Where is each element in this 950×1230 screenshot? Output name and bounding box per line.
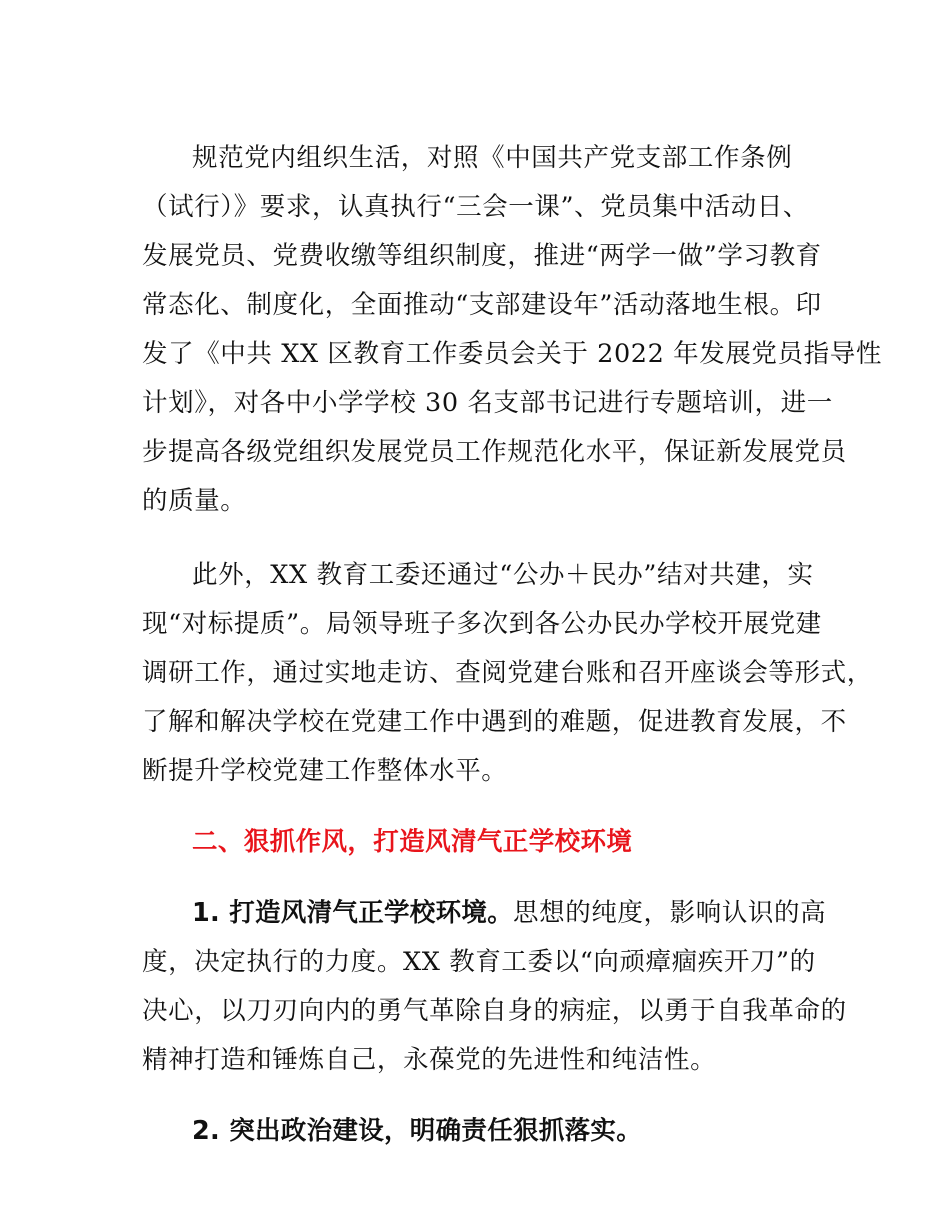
paragraph-2-line-1: 此外，XX 教育工委还通过“公办＋民办”结对共建，实	[192, 560, 814, 590]
item-1-line-4: 精神打造和锤炼自己，永葆党的先进性和纯洁性。	[142, 1045, 717, 1075]
item-1-line-2: 度，决定执行的力度。XX 教育工委以“向顽瘴痼疾开刀”的	[142, 947, 816, 977]
item-2-title: 2. 突出政治建设，明确责任狠抓落实。	[192, 1116, 643, 1146]
item-1-first-line-rest: 思想的纯度，影响认识的高	[513, 898, 827, 928]
paragraph-1-line-7: 步提高各级党组织发展党员工作规范化水平，保证新发展党员	[142, 437, 847, 467]
paragraph-1-line-8: 的质量。	[142, 486, 247, 516]
item-1-line-3: 决心，以刀刃向内的勇气革除自身的病症，以勇于自我革命的	[142, 996, 847, 1026]
paragraph-1-line-2: （试行）》要求，认真执行“三会一课”、党员集中活动日、	[142, 192, 810, 222]
paragraph-2-line-5: 断提升学校党建工作整体水平。	[142, 756, 508, 786]
paragraph-1-line-3: 发展党员、党费收缴等组织制度，推进“两学一做”学习教育	[142, 241, 822, 271]
paragraph-2-line-2: 现“对标提质”。局领导班子多次到各公办民办学校开展党建	[142, 609, 822, 639]
paragraph-1-line-6: 计划》，对各中小学学校 30 名支部书记进行专题培训，进一	[142, 388, 833, 418]
paragraph-1-line-4: 常态化、制度化，全面推动“支部建设年”活动落地生根。印	[142, 290, 822, 320]
paragraph-1-line-5: 发了《中共 XX 区教育工作委员会关于 2022 年发展党员指导性	[142, 339, 882, 369]
item-1-title: 1. 打造风清气正学校环境。	[192, 898, 514, 928]
item-1-line-1	[192, 893, 826, 933]
paragraph-2-line-4: 了解和解决学校在党建工作中遇到的难题，促进教育发展，不	[142, 707, 847, 737]
paragraph-2-line-3: 调研工作，通过实地走访、查阅党建台账和召开座谈会等形式，	[142, 658, 873, 688]
section-heading: 二、狠抓作风，打造风清气正学校环境	[192, 827, 633, 857]
paragraph-1-line-1: 规范党内组织生活，对照《中国共产党支部工作条例	[192, 143, 793, 173]
